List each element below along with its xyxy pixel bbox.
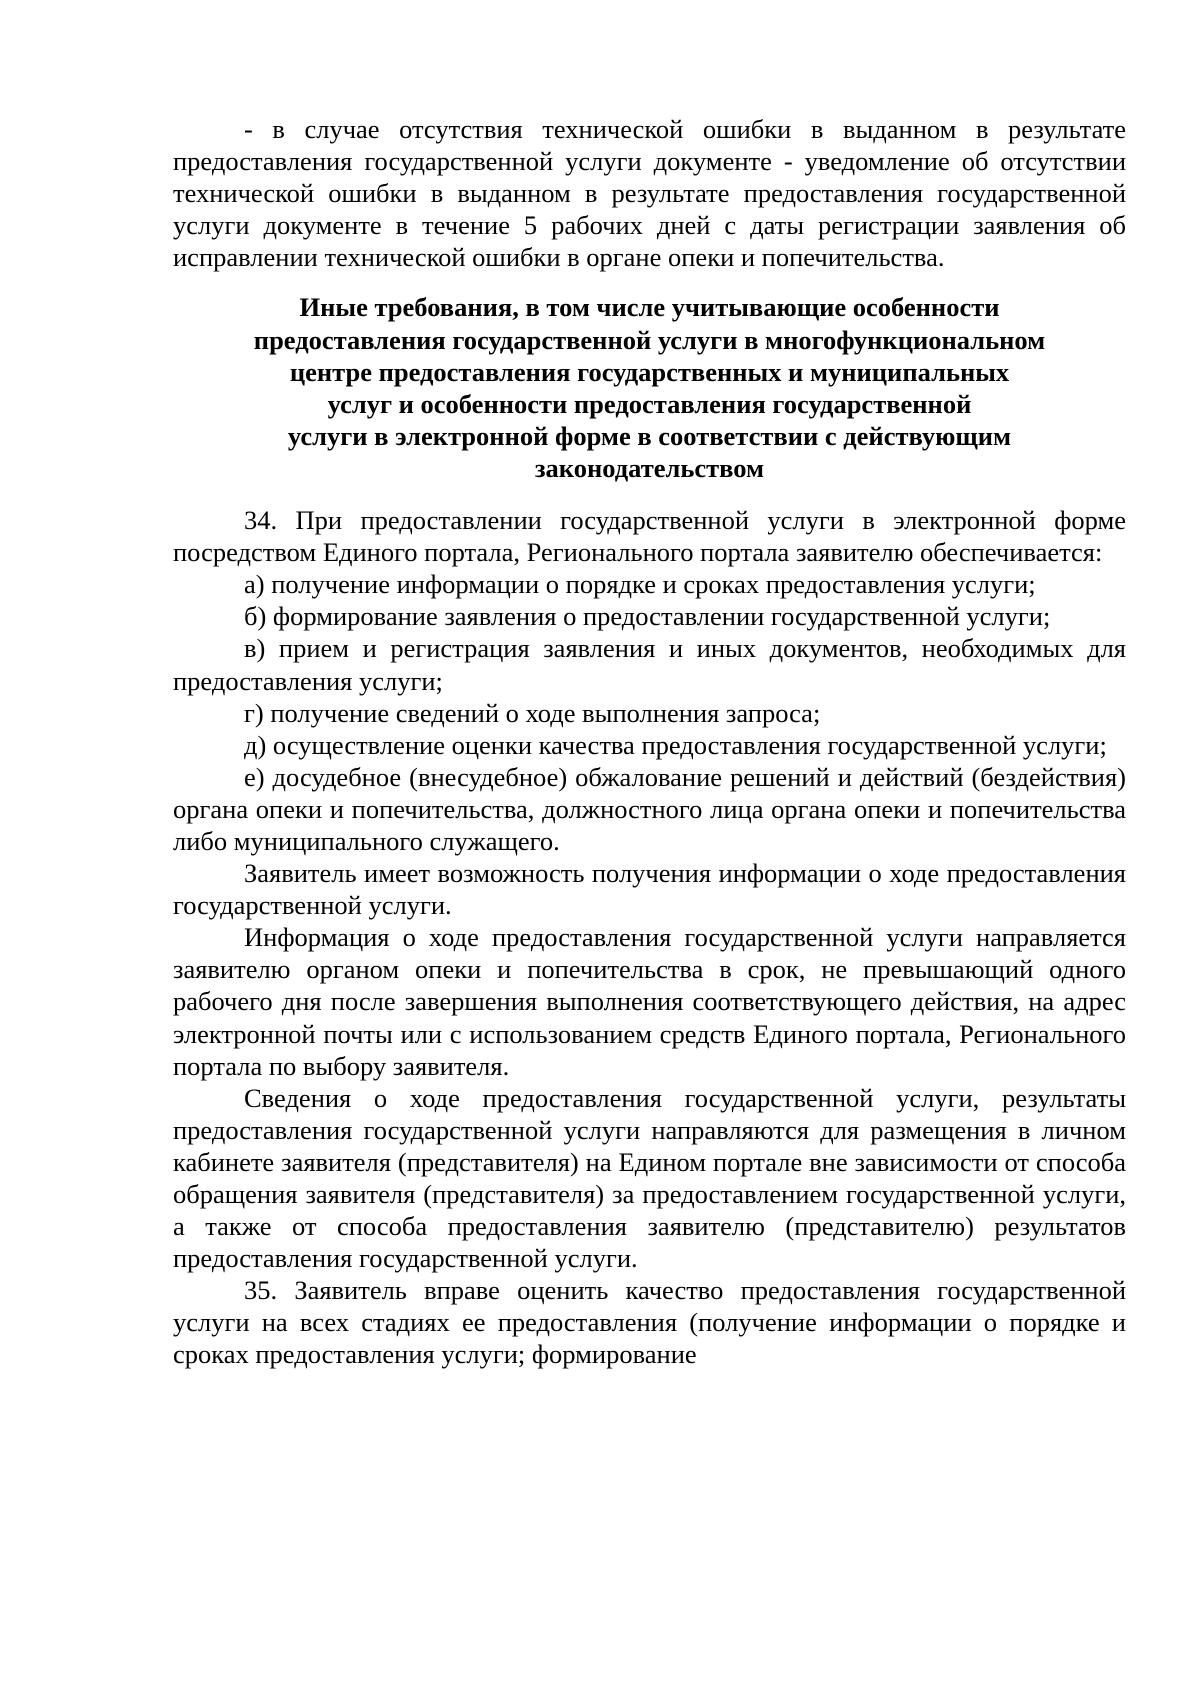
list-item-a: а) получение информации о порядке и сроках предоставления услуги; (244, 569, 1036, 600)
paragraph-info-delivery: Информация о ходе предоставления государственной услуги направляется заявителю органом опеки и попечительства в срок, не превышающий одного рабочего дня после завершения выполнения соответствующего действия, на адрес электронной почты или с использованием средств Единого портала, Регионального портала по выбору заявителя. (173, 922, 1126, 1081)
section-heading-line: услуг и особенности предоставления государственной (327, 388, 972, 419)
document-page (173, 113, 1126, 1371)
list-item-b: б) формирование заявления о предоставлении государственной услуги; (244, 601, 1051, 632)
list-item-e: е) досудебное (внесудебное) обжалование решений и действий (бездействия) органа опеки и попечительства, должностного лица органа опеки и попечительства либо муниципального служащего. (173, 761, 1126, 856)
section-heading (173, 291, 1126, 484)
section-heading-line: Иные требования, в том числе учитывающие особенности (299, 292, 1000, 323)
paragraph-personal-cabinet: Сведения о ходе предоставления государственной услуги, результаты предоставления государственной услуги направляются для размещения в личном кабинете заявителя (представителя) на Едином портале вне зависимости от способа обращения заявителя (представителя) за предоставлением государственной услуги, а также от способа предоставления заявителю (представителю) результатов предоставления государственной услуги. (173, 1082, 1126, 1274)
list-item-g: г) получение сведений о ходе выполнения запроса; (244, 697, 821, 728)
section-heading-line: услуги в электронной форме в соответствии с действующим (287, 420, 1012, 451)
section-heading-line: законодательством (534, 452, 765, 483)
list-item-d: д) осуществление оценки качества предоставления государственной услуги; (244, 729, 1107, 760)
paragraph-info-possibility: Заявитель имеет возможность получения информации о ходе предоставления государственной услуги. (173, 858, 1126, 921)
section-heading-line: предоставления государственной услуги в многофункциональном (253, 324, 1046, 355)
paragraph-34: 34. При предоставлении государственной услуги в электронной форме посредством Единого портала, Регионального портала заявителю обеспечивается: (173, 505, 1126, 568)
paragraph-35: 35. Заявитель вправе оценить качество предоставления государственной услуги на всех стадиях ее предоставления (получение информации о порядке и сроках предоставления услуги; формирование (173, 1275, 1126, 1370)
list-item-v: в) прием и регистрация заявления и иных документов, необходимых для предоставления услуги; (173, 633, 1126, 696)
section-heading-line: центре предоставления государственных и муниципальных (289, 356, 1010, 387)
intro-paragraph: - в случае отсутствия технической ошибки в выданном в результате предоставления государственной услуги документе - уведомление об отсутствии технической ошибки в выданном в результате предоставления государственной услуги документе в течение 5 рабочих дней с даты регистрации заявления об исправлении технической ошибки в органе опеки и попечительства. (173, 114, 1126, 273)
